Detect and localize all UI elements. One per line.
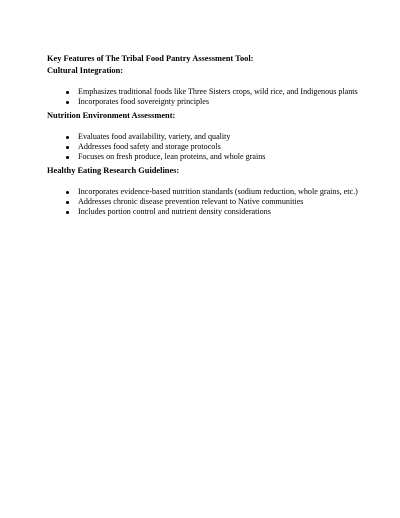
- section-heading-nutrition-environment: Nutrition Environment Assessment:: [47, 111, 176, 120]
- list-item: [47, 97, 370, 107]
- list-item: [47, 142, 370, 152]
- list-item: [47, 207, 370, 217]
- list-item-text: Includes portion control and nutrient density considerations: [78, 207, 271, 216]
- list-item: [47, 87, 370, 97]
- nutrition-environment-list: [47, 132, 370, 162]
- list-item-text: Incorporates evidence-based nutrition standards (sodium reduction, whole grains, etc.): [78, 187, 358, 196]
- bullet-icon: [66, 101, 69, 104]
- list-item: [47, 187, 370, 197]
- bullet-icon: [66, 211, 69, 214]
- bullet-icon: [66, 201, 69, 204]
- list-item-text: Addresses food safety and storage protocols: [78, 142, 221, 151]
- spacer: [47, 77, 370, 87]
- bullet-icon: [66, 146, 69, 149]
- bullet-icon: [66, 91, 69, 94]
- list-item: [47, 152, 370, 162]
- list-item-text: Emphasizes traditional foods like Three Sisters crops, wild rice, and Indigenous plants: [78, 87, 358, 96]
- list-item-text: Addresses chronic disease prevention relevant to Native communities: [78, 197, 304, 206]
- list-item-text: Focuses on fresh produce, lean proteins, and whole grains: [78, 152, 266, 161]
- document-title: Key Features of The Tribal Food Pantry Assessment Tool:: [47, 54, 254, 63]
- section-heading-cultural-integration: Cultural Integration:: [47, 66, 124, 75]
- spacer: [47, 122, 370, 132]
- section-heading-healthy-eating: Healthy Eating Research Guidelines:: [47, 166, 180, 175]
- bullet-icon: [66, 156, 69, 159]
- healthy-eating-list: [47, 187, 370, 217]
- list-item: [47, 197, 370, 207]
- list-item-text: Evaluates food availability, variety, and quality: [78, 132, 231, 141]
- bullet-icon: [66, 136, 69, 139]
- spacer: [47, 177, 370, 187]
- list-item: [47, 132, 370, 142]
- bullet-icon: [66, 191, 69, 194]
- list-item-text: Incorporates food sovereignty principles: [78, 97, 210, 106]
- cultural-integration-list: [47, 87, 370, 107]
